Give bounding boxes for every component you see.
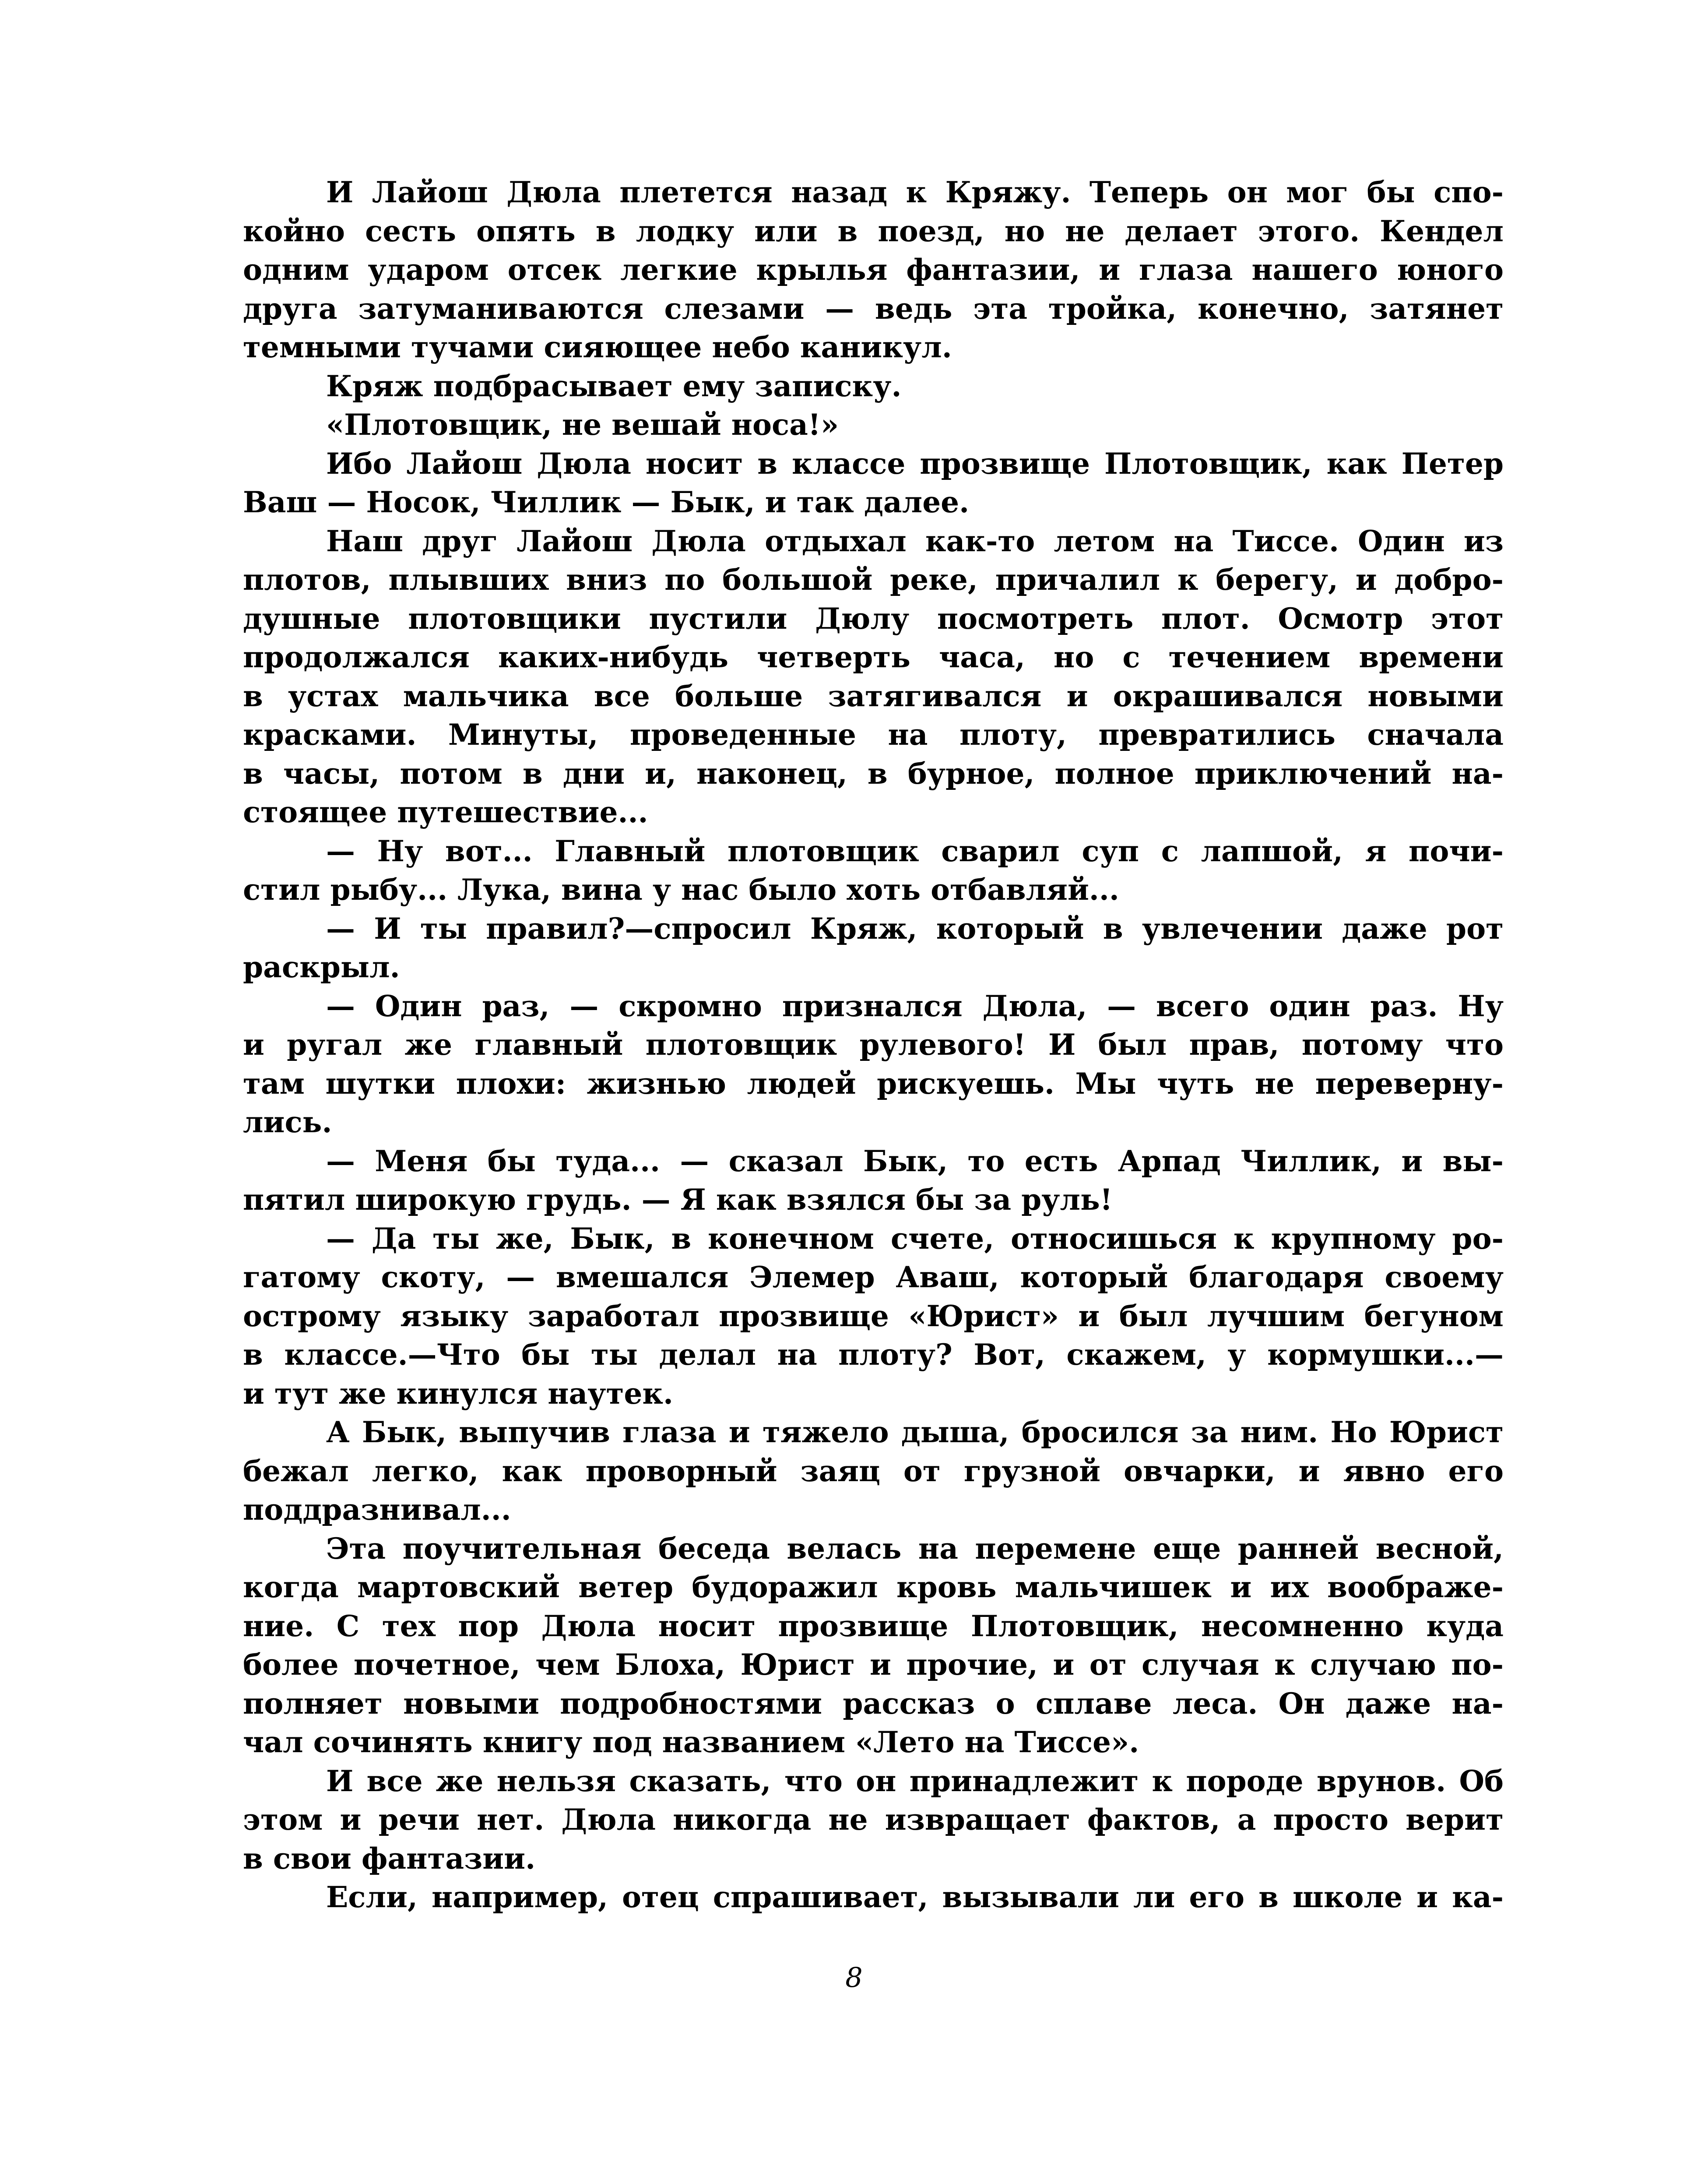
- text-line: лись.: [243, 1105, 332, 1139]
- text-line: чал сочинять книгу под названием «Лето на Тиссе».: [243, 1725, 1139, 1759]
- text-line: красками. Минуты, проведенные на плоту, превратились сначала: [243, 718, 1504, 752]
- text-line: — Один раз, — скромно признался Дюла, — всего один раз. Ну: [326, 989, 1504, 1023]
- text-line: продолжался каких-нибудь четверть часа, но с течением времени: [243, 640, 1504, 674]
- paragraph: [243, 444, 1504, 522]
- text-line: душные плотовщики пустили Дюлу посмотреть плот. Осмотр этот: [243, 601, 1504, 636]
- text-line: когда мартовский ветер будоражил кровь мальчишек и их воображе-: [243, 1570, 1504, 1604]
- text-line: — Меня бы туда... — сказал Бык, то есть Арпад Чиллик, и вы-: [326, 1144, 1504, 1178]
- paragraph: [243, 173, 1504, 367]
- text-line: более почетное, чем Блоха, Юрист и прочие, и от случая к случаю по-: [243, 1648, 1504, 1682]
- text-line: Ваш — Носок, Чиллик — Бык, и так далее.: [243, 485, 970, 519]
- book-page-text: [243, 173, 1504, 1917]
- text-line: в свои фантазии.: [243, 1841, 536, 1876]
- text-line: полняет новыми подробностями рассказ о сплаве леса. Он даже на-: [243, 1686, 1504, 1721]
- text-line: и ругал же главный плотовщик рулевого! И был прав, потому что: [243, 1028, 1504, 1062]
- paragraph: [243, 1219, 1504, 1413]
- text-line: И Лайош Дюла плетется назад к Кряжу. Теперь он мог бы спо-: [326, 175, 1504, 209]
- text-line: этом и речи нет. Дюла никогда не извращает фактов, а просто верит: [243, 1803, 1504, 1837]
- text-line: И все же нельзя сказать, что он принадлежит к породе врунов. Об: [326, 1764, 1504, 1798]
- paragraph: [243, 367, 1504, 406]
- paragraph: [243, 1413, 1504, 1529]
- text-line: Если, например, отец спрашивает, вызывали ли его в школе и ка-: [326, 1880, 1504, 1914]
- text-line: одним ударом отсек легкие крылья фантазии, и глаза нашего юного: [243, 253, 1504, 287]
- text-line: там шутки плохи: жизнью людей рискуешь. Мы чуть не переверну-: [243, 1066, 1504, 1101]
- paragraph: [243, 832, 1504, 909]
- text-line: стоящее путешествие...: [243, 795, 648, 829]
- paragraph: [243, 1762, 1504, 1878]
- text-line: поддразнивал...: [243, 1493, 511, 1527]
- paragraph: [243, 1878, 1504, 1917]
- text-line: плотов, плывших вниз по большой реке, причалил к берегу, и добро-: [243, 563, 1504, 597]
- text-line: Кряж подбрасывает ему записку.: [326, 369, 902, 403]
- text-line: — И ты правил?—спросил Кряж, который в увлечении даже рот: [326, 911, 1504, 946]
- text-line: Наш друг Лайош Дюла отдыхал как-то летом на Тиссе. Один из: [326, 524, 1504, 558]
- paragraph: [243, 987, 1504, 1142]
- paragraph: [243, 1529, 1504, 1762]
- text-line: в классе.—Что бы ты делал на плоту? Вот, скажем, у кормушки...—: [243, 1338, 1504, 1372]
- text-line: койно сесть опять в лодку или в поезд, но не делает этого. Кендел: [243, 214, 1504, 248]
- text-line: в устах мальчика все больше затягивался и окрашивался новыми: [243, 679, 1504, 713]
- text-line: и тут же кинулся наутек.: [243, 1376, 674, 1411]
- text-line: в часы, потом в дни и, наконец, в бурное, полное приключений на-: [243, 756, 1504, 791]
- text-line: острому языку заработал прозвище «Юрист» и был лучшим бегуном: [243, 1299, 1504, 1333]
- page-number: 8: [845, 1961, 863, 1993]
- paragraph: [243, 405, 1504, 444]
- text-line: пятил широкую грудь. — Я как взялся бы за руль!: [243, 1183, 1113, 1217]
- paragraph: [243, 909, 1504, 987]
- text-line: А Бык, выпучив глаза и тяжело дыша, бросился за ним. Но Юрист: [326, 1415, 1504, 1449]
- text-line: темными тучами сияющее небо каникул.: [243, 330, 952, 364]
- paragraph: [243, 522, 1504, 832]
- text-line: Эта поучительная беседа велась на перемене еще ранней весной,: [326, 1531, 1504, 1566]
- text-line: Ибо Лайош Дюла носит в классе прозвище Плотовщик, как Петер: [326, 446, 1504, 481]
- text-line: ние. С тех пор Дюла носит прозвище Плотовщик, несомненно куда: [243, 1609, 1504, 1643]
- text-line: друга затуманиваются слезами — ведь эта тройка, конечно, затянет: [243, 291, 1504, 326]
- text-line: — Ну вот... Главный плотовщик сварил суп с лапшой, я почи-: [326, 834, 1504, 868]
- text-line: раскрыл.: [243, 950, 400, 984]
- text-line: — Да ты же, Бык, в конечном счете, относишься к крупному ро-: [326, 1221, 1504, 1256]
- text-line: гатому скоту, — вмешался Элемер Аваш, который благодаря своему: [243, 1260, 1504, 1294]
- text-line: стил рыбу... Лука, вина у нас было хоть отбавляй...: [243, 873, 1119, 907]
- text-line: «Плотовщик, не вешай носа!»: [326, 408, 839, 442]
- paragraph: [243, 1142, 1504, 1219]
- text-line: бежал легко, как проворный заяц от грузной овчарки, и явно его: [243, 1454, 1504, 1488]
